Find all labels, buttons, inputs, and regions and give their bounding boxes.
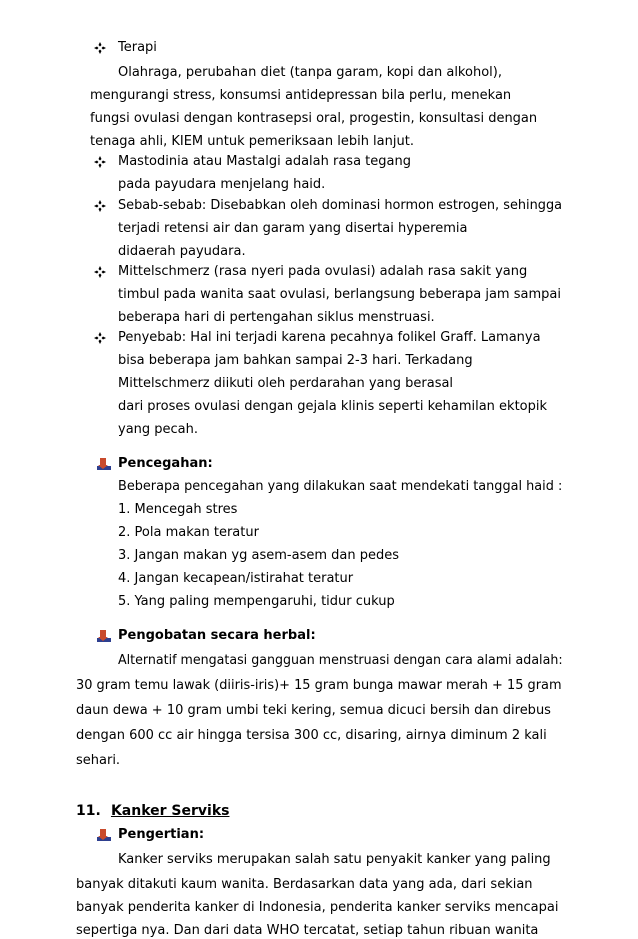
section-number: 11. — [76, 803, 101, 819]
sebab-line-1: Sebab-sebab: Disebabkan oleh dominasi hormon estrogen, sehingga — [118, 198, 563, 213]
herbal-line-2: 30 gram temu lawak (diiris-iris)+ 15 gram bunga mawar merah + 15 gram — [76, 678, 562, 693]
pencegahan-item-5: 5. Yang paling mempengaruhi, tidur cukup — [118, 594, 395, 609]
arrow-bullet-icon — [97, 828, 111, 842]
herbal-line-1: Alternatif mengatasi gangguan menstruasi dengan cara alami adalah: — [118, 653, 563, 668]
penyebab-line-4: dari proses ovulasi dengan gejala klinis seperti kehamilan ektopik — [118, 399, 548, 414]
penyebab-line-5: yang pecah. — [118, 422, 199, 437]
terapi-line-4: tenaga ahli, KIEM untuk pemeriksaan lebih lanjut. — [90, 134, 414, 149]
terapi-line-3: fungsi ovulasi dengan kontrasepsi oral, progestin, konsultasi dengan — [90, 111, 538, 126]
pengertian-line-1: Kanker serviks merupakan salah satu penyakit kanker yang paling — [118, 852, 551, 867]
mittelschmerz-line-3: beberapa hari di pertengahan siklus menstruasi. — [118, 310, 435, 325]
arrow-bullet-icon — [97, 629, 111, 643]
pengertian-line-3: banyak penderita kanker di Indonesia, penderita kanker serviks mencapai — [76, 900, 559, 915]
sebab-line-3: didaerah payudara. — [118, 244, 246, 259]
mittelschmerz-line-1: Mittelschmerz (rasa nyeri pada ovulasi) adalah rasa sakit yang — [118, 264, 528, 279]
pencegahan-item-4: 4. Jangan kecapean/istirahat teratur — [118, 571, 354, 586]
arrow-bullet-icon — [97, 457, 111, 471]
herbal-line-5: sehari. — [76, 753, 121, 768]
pengertian-title: Pengertian: — [118, 827, 205, 842]
terapi-text: Olahraga, perubahan diet (tanpa garam, kopi dan alkohol), — [118, 65, 502, 80]
section-title: Kanker Serviks — [110, 803, 230, 819]
pencegahan-item-1: 1. Mencegah stres — [118, 502, 238, 517]
pencegahan-title: Pencegahan: — [118, 456, 213, 471]
terapi-line-1 — [118, 64, 562, 81]
mastodinia-line-2: pada payudara menjelang haid. — [118, 177, 326, 192]
diamond-bullet-icon — [94, 156, 106, 168]
penyebab-line-2: bisa beberapa jam bahkan sampai 2-3 hari. Terkadang — [118, 353, 473, 368]
mastodinia-line-1: Mastodinia atau Mastalgi adalah rasa tegang — [118, 154, 411, 169]
diamond-bullet-icon — [94, 332, 106, 344]
diamond-bullet-icon — [94, 266, 106, 278]
pencegahan-item-3: 3. Jangan makan yg asem-asem dan pedes — [118, 548, 399, 563]
diamond-bullet-icon — [94, 200, 106, 212]
herbal-line-4: dengan 600 cc air hingga tersisa 300 cc, disaring, airnya diminum 2 kali — [76, 728, 547, 743]
pencegahan-intro: Beberapa pencegahan yang dilakukan saat mendekati tanggal haid : — [118, 479, 563, 494]
penyebab-line-1: Penyebab: Hal ini terjadi karena pecahnya folikel Graff. Lamanya — [118, 330, 541, 345]
herbal-line-3: daun dewa + 10 gram umbi teki kering, semua dicuci bersih dan direbus — [76, 703, 551, 718]
section-heading — [76, 803, 229, 820]
herbal-title: Pengobatan secara herbal: — [118, 628, 316, 643]
pencegahan-item-2: 2. Pola makan teratur — [118, 525, 259, 540]
pengertian-line-2: banyak ditakuti kaum wanita. Berdasarkan data yang ada, dari sekian — [76, 877, 533, 892]
mittelschmerz-line-2: timbul pada wanita saat ovulasi, berlangsung beberapa jam sampai — [118, 287, 561, 302]
penyebab-line-3: Mittelschmerz diikuti oleh perdarahan yang berasal — [118, 376, 454, 391]
sebab-line-2: terjadi retensi air dan garam yang disertai hyperemia — [118, 221, 468, 236]
diamond-bullet-icon — [94, 42, 106, 54]
terapi-line-2: mengurangi stress, konsumsi antidepressan bila perlu, menekan — [90, 88, 512, 103]
pengertian-line-4: sepertiga nya. Dan dari data WHO tercatat, setiap tahun ribuan wanita — [76, 923, 539, 938]
terapi-title: Terapi — [118, 40, 157, 55]
